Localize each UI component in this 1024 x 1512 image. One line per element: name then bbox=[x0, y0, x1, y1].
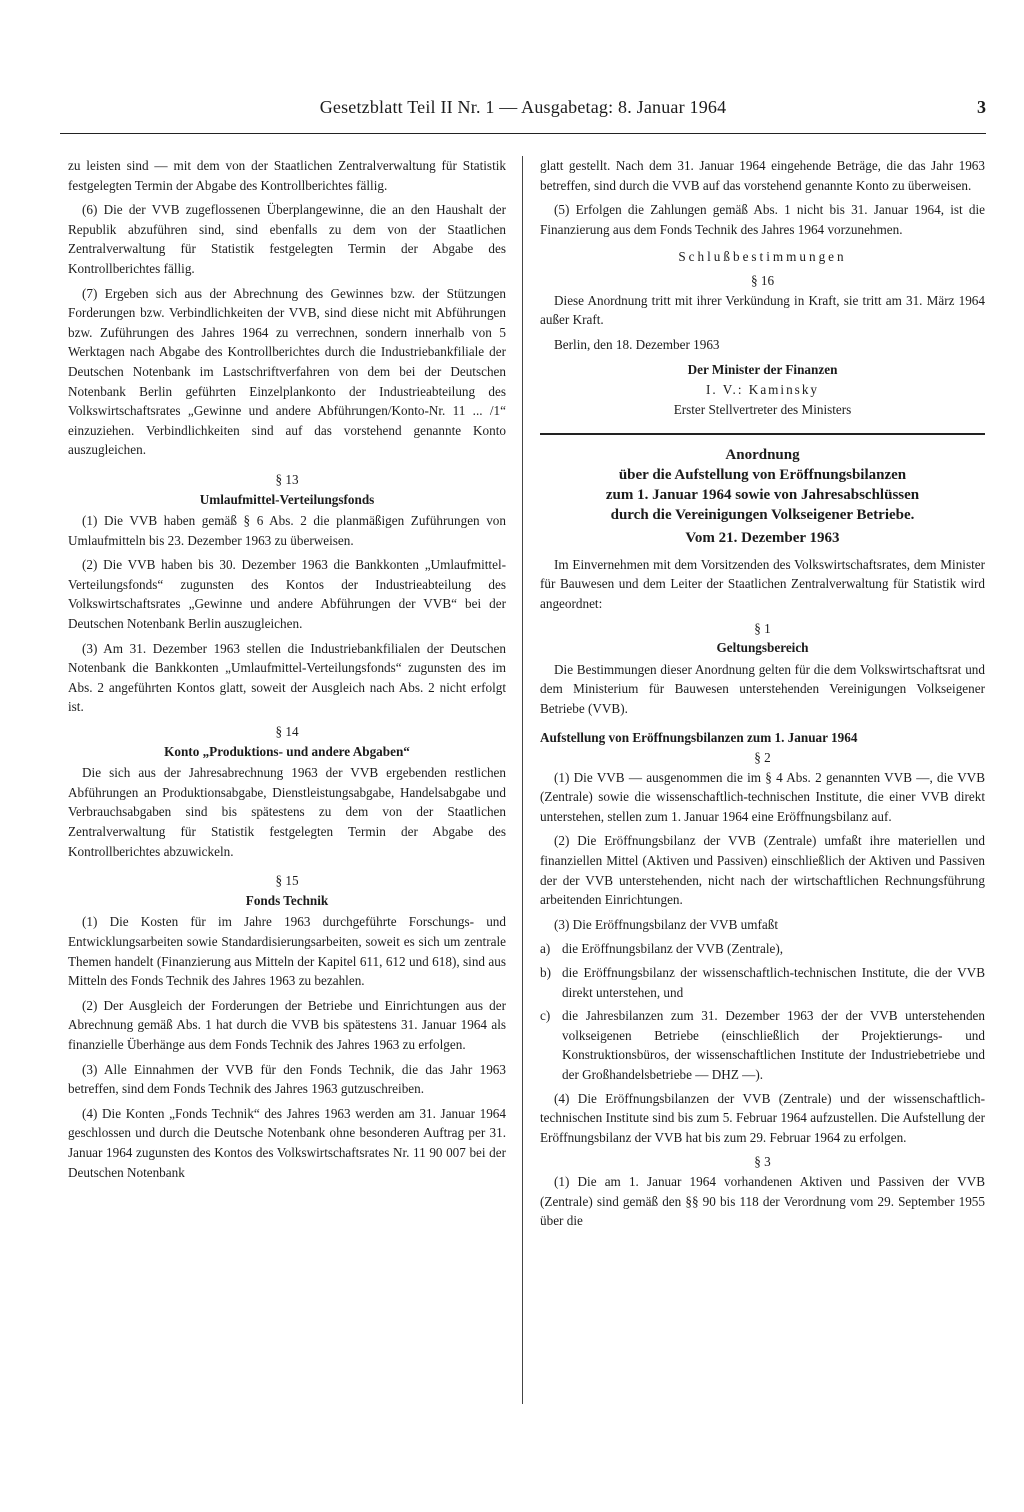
document-date: Vom 21. Dezember 1963 bbox=[685, 530, 840, 547]
right-column bbox=[540, 156, 985, 1236]
paragraph: (2) Die VVB haben bis 30. Dezember 1963 die Bankkonten „Umlaufmittel-Verteilungsfonds“ zugunsten des Kontos der Industrieabteilung des Volkswirtschaftsrates „Gewinne und andere Abführungen der VVB“ bei der Deutschen Notenbank Berlin auszugleichen. bbox=[68, 557, 506, 632]
section-title: Umlaufmittel-Verteilungsfonds bbox=[199, 491, 375, 507]
paragraph: (3) Alle Einnahmen der VVB für den Fonds Technik, die das Jahr 1963 betreffen, sind dem Fonds Technik des Jahres 1963 gutzuschreiben. bbox=[68, 1061, 506, 1097]
paragraph: (6) Die der VVB zugeflossenen Überplangewinne, die an den Haushalt der Republik abzuführen sind, sind ebenfalls zu dem von der Staatlichen Zentralverwaltung für Statistik festgelegten Termin der Abgabe des Kontrollberichtes fällig. bbox=[68, 202, 506, 276]
list-text: die Eröffnungsbilanz der VVB (Zentrale), bbox=[562, 941, 784, 957]
paragraph: Die sich aus der Jahresabrechnung 1963 der VVB ergebenden restlichen Abführungen an Produktionsabgabe, Dienstleistungsabgabe, Handelsabgabe und Verbrauchsabgaben sind bis spätestens zu dem von der Staatlichen Zentralverwaltung für Statistik festgelegten Termin der Abgabe des Kontrollberichtes abzuwickeln. bbox=[68, 765, 506, 859]
paragraph: (3) Am 31. Dezember 1963 stellen die Industriebankfilialen der Deutschen Notenbank die Bankkonten „Umlaufmittel-Verteilungsfonds“ zugunsten des im Abs. 2 angeführten Kontos glatt, soweit der Ausgleich nach Abs. 2 nicht erfolgt ist. bbox=[68, 640, 506, 715]
signer-title: Der Minister der Finanzen bbox=[687, 362, 838, 378]
final-provisions-heading: Schlußbestimmungen bbox=[678, 249, 847, 265]
paragraph: (3) Die Eröffnungsbilanz der VVB umfaßt bbox=[554, 916, 779, 932]
paragraph: (7) Ergeben sich aus der Abrechnung des Gewinnes bzw. der Stützungen Forderungen bzw. Verbindlichkeiten der VVB, sind diese nicht mit Abführungen bzw. Zuführungen des Jahres 1964 zu verrechnen, sondern innerhalb von 5 Werktagen nach Abgabe des Kontrollberichtes durch die Industriebankfiliale der Deutschen Notenbank im Lastschriftverfahren von dem bei der Deutschen Notenbank Berlin geführten Einzelplankonto der Industrieabteilung des Volkswirtschaftsrates „Gewinne und andere Abführungen/Konto-Nr. 11 ... /1“ einzuziehen. Verbindlichkeiten sind auf das vorstehend genannte Konto auszugleichen. bbox=[68, 285, 506, 458]
document-title-line: Anordnung bbox=[725, 447, 800, 464]
section-number: § 15 bbox=[275, 873, 299, 889]
paragraph: (5) Erfolgen die Zahlungen gemäß Abs. 1 nicht bis 31. Januar 1964, ist die Finanzierung aus dem Fonds Technik des Jahres 1964 vorzunehmen. bbox=[540, 202, 985, 237]
section-number: § 2 bbox=[754, 750, 771, 766]
list-item bbox=[540, 963, 985, 1002]
paragraph: zu leisten sind — mit dem von der Staatlichen Zentralverwaltung für Statistik festgelegten Termin der Abgabe des Kontrollberichtes fällig. bbox=[68, 158, 506, 193]
paragraph: (1) Die Kosten für im Jahre 1963 durchgeführte Forschungs- und Entwicklungsarbeiten sowie Standardisierungsarbeiten, soweit es sich um zentrale Themen handelt (Finanzierung aus Mitteln der Kapitel 611, 612 und 618), sind aus Mitteln des Fonds Technik des Jahres 1963 zu bezahlen. bbox=[68, 914, 506, 989]
list-item bbox=[540, 939, 985, 959]
list-label: a) bbox=[540, 941, 551, 957]
paragraph: glatt gestellt. Nach dem 31. Januar 1964 eingehende Beträge, die das Jahr 1963 betreffen, sind durch die VVB auf das vorstehend genannte Konto zu überweisen. bbox=[540, 158, 985, 193]
signer-role: Erster Stellvertreter des Ministers bbox=[673, 401, 852, 417]
page-header-title: Gesetzblatt Teil II Nr. 1 — Ausgabetag: 8. Januar 1964 bbox=[319, 97, 727, 117]
section-title: Geltungsbereich bbox=[716, 640, 809, 656]
paragraph: (2) Die Eröffnungsbilanz der VVB (Zentrale) umfaßt ihre materiellen und finanziellen Mittel (Aktiven und Passiven) einschließlich der Aktiven und Passiven der der VVB unterstehenden, nicht nach der wirtschaftlichen Rechnungsführung arbeitenden Einrichtungen. bbox=[540, 833, 985, 908]
list-item bbox=[540, 1006, 985, 1084]
document-title-line: durch die Vereinigungen Volkseigener Betriebe. bbox=[610, 507, 915, 524]
section-number: § 13 bbox=[275, 471, 299, 487]
paragraph: (4) Die Eröffnungsbilanzen der VVB (Zentrale) und der wissenschaftlich-technischen Institute sind bis zum 5. Februar 1964 aufzustellen. Die Aufstellung der Eröffnungsbilanz der VVB hat bis zum 29. Februar 1964 zu erfolgen. bbox=[540, 1090, 985, 1145]
page-header bbox=[60, 93, 986, 123]
section-separator bbox=[540, 433, 985, 435]
signer-name: I. V.: Kaminsky bbox=[705, 381, 820, 397]
section-number: § 16 bbox=[750, 272, 775, 288]
left-column bbox=[68, 156, 506, 1187]
document-title-line: zum 1. Januar 1964 sowie von Jahresabschlüssen bbox=[605, 487, 920, 504]
section-title: Konto „Produktions- und andere Abgaben“ bbox=[164, 743, 410, 759]
page-number: 3 bbox=[977, 97, 986, 117]
list-label: c) bbox=[540, 1008, 551, 1024]
paragraph: (4) Die Konten „Fonds Technik“ des Jahres 1963 werden am 31. Januar 1964 geschlossen und durch die Deutsche Notenbank ohne besonderen Auftrag per 31. Januar 1964 zugunsten des Kontos des Volkswirtschaftsrates Nr. 11 90 007 bei der Deutschen Notenbank bbox=[68, 1105, 506, 1180]
place-date: Berlin, den 18. Dezember 1963 bbox=[554, 336, 720, 352]
paragraph: Diese Anordnung tritt mit ihrer Verkündung in Kraft, sie tritt am 31. März 1964 außer Kraft. bbox=[540, 292, 985, 328]
section-number: § 14 bbox=[275, 724, 299, 740]
paragraph: (2) Der Ausgleich der Forderungen der Betriebe und Einrichtungen aus der Abrechnung gemäß Abs. 1 hat durch die VVB bis spätestens 31. Januar 1964 als finanzielle Überhänge aus dem Fonds Technik des Jahres 1963 zu erfolgen. bbox=[68, 997, 506, 1052]
paragraph: (1) Die am 1. Januar 1964 vorhandenen Aktiven und Passiven der VVB (Zentrale) sind gemäß den §§ 90 bis 118 der Verordnung vom 29. September 1955 über die bbox=[540, 1173, 985, 1229]
list-text: die Eröffnungsbilanz der wissenschaftlich-technischen Institute, die der VVB direkt unterstehen, und bbox=[562, 965, 985, 1000]
paragraph: Die Bestimmungen dieser Anordnung gelten für die dem Volkswirtschaftsrat und dem Ministerium für Bauwesen unterstehenden Vereinigungen Volkseigener Betriebe (VVB). bbox=[540, 661, 985, 716]
paragraph: (1) Die VVB haben gemäß § 6 Abs. 2 die planmäßigen Zuführungen von Umlaufmitteln bis 23. Dezember 1963 zu überweisen. bbox=[68, 513, 506, 548]
document-title-line: über die Aufstellung von Eröffnungsbilanzen bbox=[618, 467, 907, 484]
paragraph: Im Einvernehmen mit dem Vorsitzenden des Volkswirtschaftsrates, dem Minister für Bauwesen und dem Leiter der Staatlichen Zentralverwaltung für Statistik wird angeordnet: bbox=[540, 556, 985, 611]
header-rule bbox=[60, 133, 986, 134]
list-text: die Jahresbilanzen zum 31. Dezember 1963 der der VVB unterstehenden volkseigenen Betriebe (einschließlich der Projektierungs- und Konstruktionsbüros, der wissenschaftlichen Institute der Industriebetriebe und der Großhandelsbetriebe — DHZ —). bbox=[562, 1008, 985, 1082]
section-number: § 1 bbox=[754, 620, 771, 636]
sub-heading: Aufstellung von Eröffnungsbilanzen zum 1. Januar 1964 bbox=[540, 730, 858, 746]
paragraph: (1) Die VVB — ausgenommen die im § 4 Abs. 2 genannten VVB —, die VVB (Zentrale) sowie die wissenschaftlich-technischen Institute, die einer VVB direkt unterstehen, stellen zum 1. Januar 1964 eine Eröffnungsbilanz auf. bbox=[540, 769, 985, 824]
column-divider bbox=[522, 156, 523, 1404]
list-label: b) bbox=[540, 965, 551, 980]
section-number: § 3 bbox=[754, 1154, 771, 1170]
section-title: Fonds Technik bbox=[245, 892, 329, 908]
